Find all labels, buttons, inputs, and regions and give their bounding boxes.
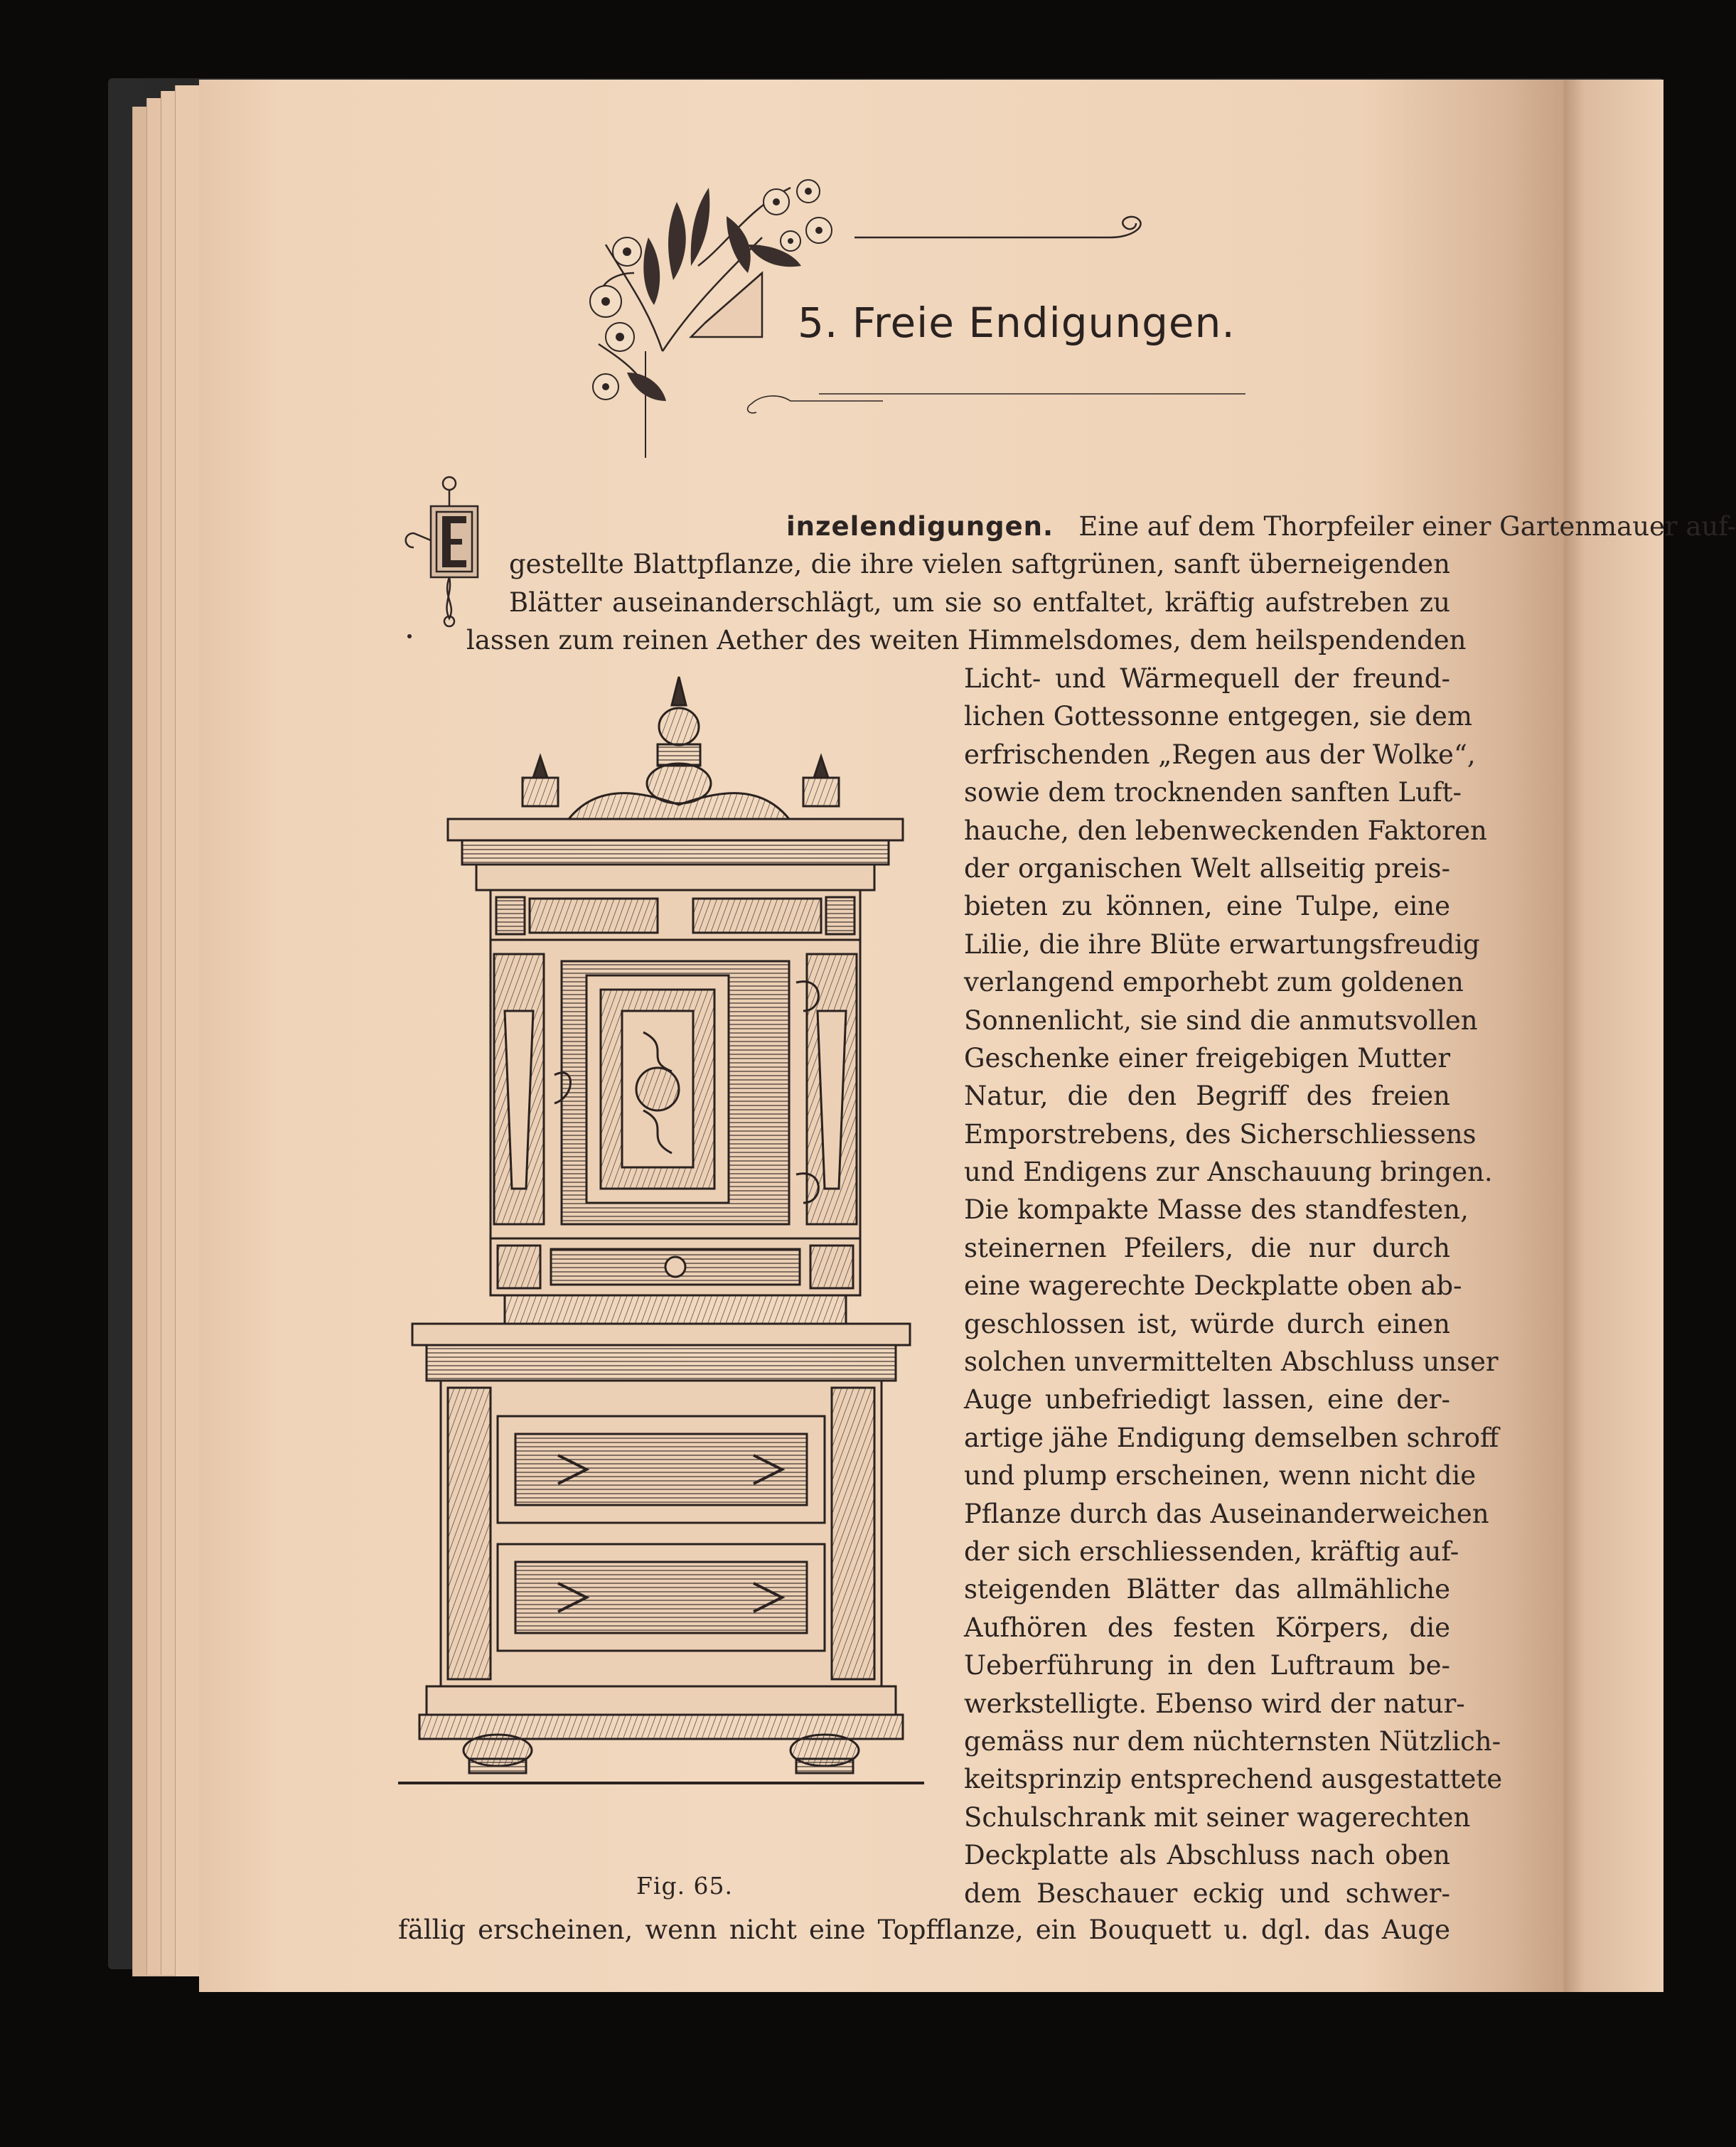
- facing-page-edge: [1558, 80, 1663, 1992]
- column-text-line: Lilie, die ihre Blüte erwartungsfreudig: [964, 928, 1480, 960]
- figure-caption: Fig. 65.: [636, 1872, 734, 1900]
- text-line: [509, 508, 1736, 545]
- column-text: [964, 660, 1503, 1912]
- final-paragraph-line: [398, 1911, 1450, 1949]
- text-line: lassen zum reinen Aether des weiten Himmelsdomes, dem heilspendenden: [466, 625, 1467, 656]
- column-text-line: gemäss nur dem nüchternsten Nützlich-: [964, 1725, 1501, 1757]
- section-title: 5. Freie Endigungen.: [798, 299, 1236, 347]
- column-text-line: und plump erscheinen, wenn nicht die: [964, 1460, 1477, 1492]
- column-text-line: und Endigens zur Anschauung bringen.: [964, 1157, 1493, 1188]
- intro-paragraph: [466, 508, 1736, 660]
- column-text-line: werkstelligte. Ebenso wird der natur-: [964, 1688, 1465, 1719]
- column-text-line: steigenden Blätter das allmähliche: [964, 1574, 1450, 1605]
- column-text-line: Licht- und Wärmequell der freund-: [964, 663, 1450, 694]
- column-text-line: eine wagerechte Deckplatte oben ab-: [964, 1270, 1462, 1302]
- column-text-line: verlangend emporhebt zum goldenen: [964, 967, 1464, 998]
- column-text-line: solchen unvermittelten Abschluss unser: [964, 1346, 1499, 1378]
- column-text-line: Sonnenlicht, sie sind die anmutsvollen: [964, 1005, 1478, 1036]
- column-text-line: Die kompakte Masse des standfesten,: [964, 1194, 1469, 1226]
- text-line-content: Eine auf dem Thorpfeiler einer Gartenmauer auf-: [1078, 511, 1736, 542]
- column-text-line: Aufhören des festen Körpers, die: [964, 1612, 1450, 1643]
- column-text-line: lichen Gottessonne entgegen, sie dem: [964, 701, 1472, 732]
- column-text-line: Schulschrank mit seiner wagerechten: [964, 1801, 1471, 1833]
- text-line: Blätter auseinanderschlägt, um sie so entfaltet, kräftig aufstreben zu: [509, 587, 1450, 618]
- column-text-line: Deckplatte als Abschluss nach oben: [964, 1840, 1450, 1871]
- column-text-line: sowie dem trocknenden sanften Luft-: [964, 777, 1462, 808]
- column-text-line: Geschenke einer freigebigen Mutter: [964, 1042, 1451, 1074]
- lead-word: inzelendigungen.: [786, 511, 1054, 542]
- column-text-line: der organischen Welt allseitig preis-: [964, 852, 1450, 884]
- cabinet-engraving-figure: [398, 677, 924, 1850]
- column-text-line: geschlossen ist, würde durch einen: [964, 1308, 1450, 1339]
- column-text-line: Ueberführung in den Luftraum be-: [964, 1650, 1450, 1681]
- column-text-line: erfrischenden „Regen aus der Wolke“,: [964, 739, 1476, 770]
- drop-cap-e-icon: [400, 469, 499, 640]
- column-text-line: dem Beschauer eckig und schwer-: [964, 1878, 1450, 1909]
- column-text-line: steinernen Pfeilers, die nur durch: [964, 1232, 1450, 1263]
- column-text-line: artige jähe Endigung demselben schroff: [964, 1422, 1499, 1453]
- column-text-line: Auge unbefriedigt lassen, eine der-: [964, 1384, 1450, 1415]
- column-text-line: Pflanze durch das Auseinanderweichen: [964, 1498, 1489, 1529]
- text-line: gestellte Blattpflanze, die ihre vielen saftgrünen, sanft überneigenden: [509, 549, 1450, 580]
- column-text-line: der sich erschliessenden, kräftig auf-: [964, 1536, 1459, 1567]
- column-text-line: bieten zu können, eine Tulpe, eine: [964, 891, 1450, 922]
- column-text-line: keitsprinzip entsprechend ausgestattete: [964, 1764, 1503, 1795]
- column-text-line: hauche, den lebenweckenden Faktoren: [964, 815, 1487, 846]
- text-line: fällig erscheinen, wenn nicht eine Topfflanze, ein Bouquett u. dgl. das Auge: [398, 1915, 1450, 1945]
- column-text-line: Natur, die den Begriff des freien: [964, 1081, 1450, 1112]
- column-text-line: Emporstrebens, des Sicherschliessens: [964, 1118, 1477, 1150]
